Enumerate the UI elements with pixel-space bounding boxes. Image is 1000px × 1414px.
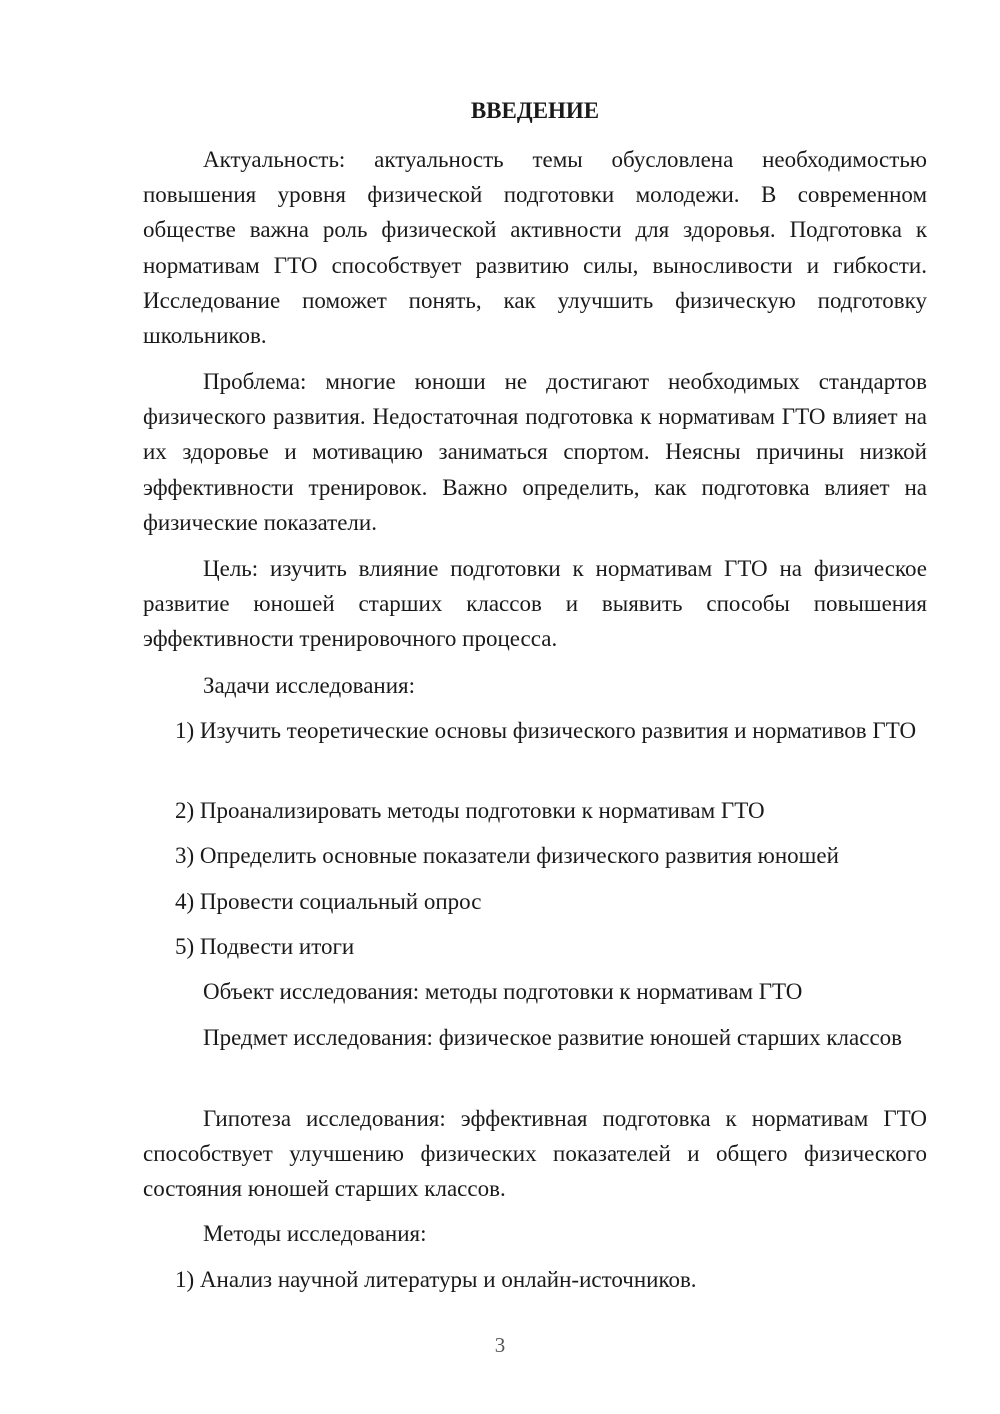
subject-paragraph: Предмет исследования: физическое развитие юношей старших классов — [203, 1025, 903, 1050]
problem-paragraph: Проблема: многие юноши не достигают необходимых стандартов физического развития. Недостаточная подготовка к нормативам ГТО влияет на их здоровье и мотивацию заниматься спортом. Неясны причины низкой эффективности тренировок. Важно определить, как подготовка влияет на физические показатели. — [143, 369, 927, 535]
goal-paragraph: Цель: изучить влияние подготовки к нормативам ГТО на физическое развитие юношей старших классов и выявить способы повышения эффективности тренировочного процесса. — [143, 556, 927, 652]
methods-heading: Методы исследования: — [203, 1221, 427, 1246]
task-item-4: 4) Провести социальный опрос — [175, 889, 482, 914]
page-number: 3 — [494, 1333, 506, 1357]
task-item-1: 1) Изучить теоретические основы физического развития и нормативов ГТО — [175, 718, 917, 743]
task-item-3: 3) Определить основные показатели физического развития юношей — [175, 843, 839, 868]
method-item-1: 1) Анализ научной литературы и онлайн-источников. — [175, 1267, 697, 1292]
tasks-heading: Задачи исследования: — [203, 673, 416, 698]
relevance-paragraph: Актуальность: актуальность темы обусловлена необходимостью повышения уровня физической подготовки молодежи. В современном обществе важна роль физической активности для здоровья. Подготовка к нормативам ГТО способствует развитию силы, выносливости и гибкости. Исследование поможет понять, как улучшить физическую подготовку школьников. — [143, 147, 927, 349]
task-item-2: 2) Проанализировать методы подготовки к нормативам ГТО — [175, 798, 765, 823]
task-item-5: 5) Подвести итоги — [175, 934, 355, 959]
object-paragraph: Объект исследования: методы подготовки к нормативам ГТО — [203, 979, 803, 1004]
section-title: ВВЕДЕНИЕ — [470, 98, 600, 123]
hypothesis-paragraph: Гипотеза исследования: эффективная подготовка к нормативам ГТО способствует улучшению физических показателей и общего физического состояния юношей старших классов. — [143, 1106, 927, 1202]
